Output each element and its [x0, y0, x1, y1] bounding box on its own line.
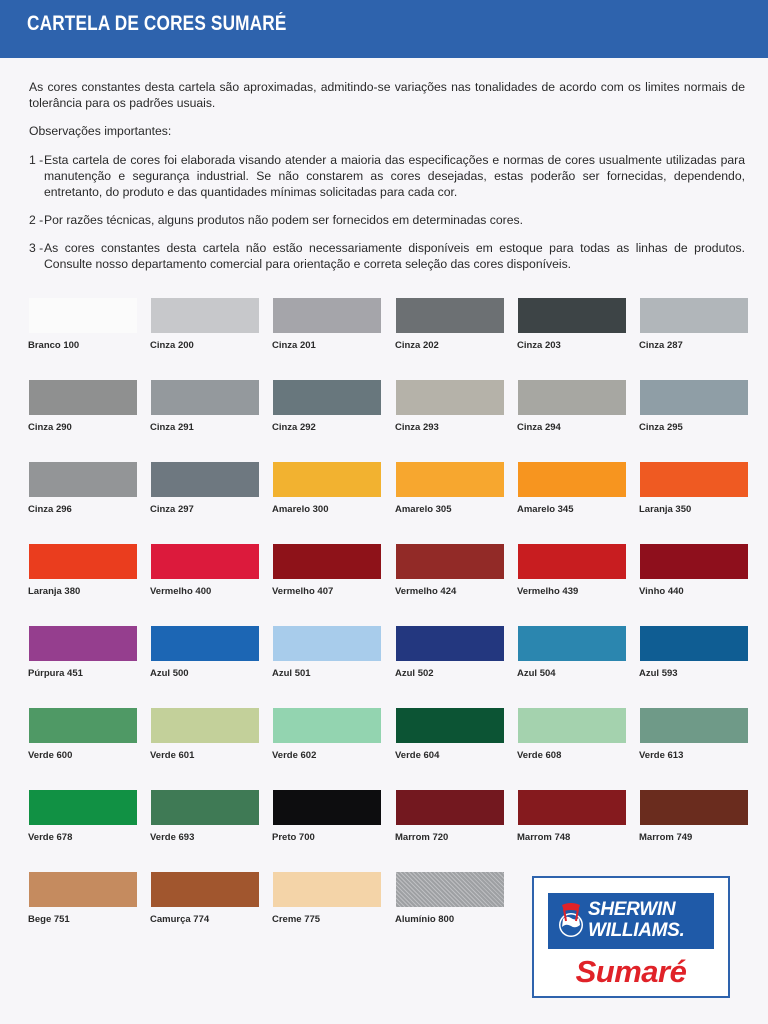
color-swatch-label: Cinza 296	[28, 504, 72, 515]
color-swatch	[640, 298, 748, 333]
color-swatch	[29, 298, 137, 333]
color-swatch-label: Bege 751	[28, 914, 70, 925]
color-swatch-label: Marrom 748	[517, 832, 571, 843]
color-swatch-label: Cinza 200	[150, 340, 194, 351]
color-swatch	[29, 790, 137, 825]
color-swatch-label: Vermelho 424	[395, 586, 457, 597]
color-swatch-label: Alumínio 800	[395, 914, 455, 925]
color-swatch	[640, 544, 748, 579]
note-3	[29, 240, 745, 272]
color-swatch-label: Cinza 202	[395, 340, 439, 351]
color-swatch	[151, 544, 259, 579]
color-swatch-label: Branco 100	[28, 340, 80, 351]
color-swatch	[396, 626, 504, 661]
color-swatch	[151, 462, 259, 497]
color-swatch	[273, 708, 381, 743]
color-swatch-label: Laranja 350	[639, 504, 692, 515]
color-swatch	[518, 626, 626, 661]
color-swatch-label: Verde 604	[395, 750, 440, 761]
color-swatch	[640, 790, 748, 825]
color-swatch	[518, 708, 626, 743]
color-swatch-label: Vermelho 400	[150, 586, 212, 597]
globe-paint-icon	[558, 901, 584, 941]
logo-sumare-wordmark: Sumaré	[575, 954, 687, 989]
intro-paragraph: As cores constantes desta cartela são aproximadas, admitindo-se variações nas tonalidades de acordo com os limites normais de tolerância para os padrões usuais.	[29, 80, 745, 110]
color-swatch-label: Azul 593	[639, 668, 678, 679]
note-text: As cores constantes desta cartela não estão necessariamente disponíveis em estoque para todas as linhas de produtos. Consulte nosso departamento comercial para orientação e correta seleção das cores disponíveis.	[44, 241, 745, 271]
color-swatch-label: Verde 602	[272, 750, 317, 761]
note-number: 2 -	[29, 213, 44, 227]
color-swatch	[273, 462, 381, 497]
color-swatch	[518, 790, 626, 825]
color-swatch	[151, 298, 259, 333]
color-swatch-label: Creme 775	[272, 914, 321, 925]
page-header	[0, 0, 768, 58]
color-swatch-label: Preto 700	[272, 832, 315, 843]
color-swatch	[151, 708, 259, 743]
color-swatch-label: Azul 502	[395, 668, 434, 679]
observations-title: Observações importantes:	[29, 124, 172, 138]
color-swatch	[640, 462, 748, 497]
color-swatch-label: Cinza 287	[639, 340, 683, 351]
color-swatch	[29, 626, 137, 661]
color-swatch	[29, 544, 137, 579]
color-swatch-label: Amarelo 345	[517, 504, 574, 515]
note-number: 3 -	[29, 241, 44, 255]
note-1	[29, 152, 745, 200]
color-swatch	[273, 544, 381, 579]
color-swatch-label: Cinza 293	[395, 422, 439, 433]
color-swatch	[518, 544, 626, 579]
color-swatch	[273, 626, 381, 661]
color-swatch	[396, 708, 504, 743]
color-swatch	[396, 790, 504, 825]
color-swatch-label: Verde 613	[639, 750, 684, 761]
color-swatch	[29, 380, 137, 415]
color-swatch-label: Verde 678	[28, 832, 73, 843]
color-swatch	[151, 872, 259, 907]
color-swatch	[518, 298, 626, 333]
color-swatch	[29, 708, 137, 743]
color-swatch	[151, 626, 259, 661]
color-swatch	[518, 380, 626, 415]
color-swatch	[396, 462, 504, 497]
note-2	[29, 212, 745, 228]
color-swatch-label: Vinho 440	[639, 586, 684, 597]
color-swatch	[29, 872, 137, 907]
color-swatch-label: Cinza 294	[517, 422, 561, 433]
note-text: Esta cartela de cores foi elaborada visando atender a maioria das especificações e normas de cores usualmente utilizadas para manutenção e segurança industrial. Se não constarem as cores desejadas, estas poderão ser fornecidas, dependendo, entretanto, do produto e das quantidades mínimas solicitadas para cada cor.	[44, 153, 745, 199]
color-swatch-label: Amarelo 300	[272, 504, 329, 515]
color-swatch	[640, 626, 748, 661]
color-swatch	[640, 708, 748, 743]
note-text: Por razões técnicas, alguns produtos não podem ser fornecidos em determinadas cores.	[44, 213, 523, 227]
color-swatch	[396, 380, 504, 415]
color-swatch-label: Cinza 292	[272, 422, 316, 433]
color-swatch	[151, 380, 259, 415]
color-swatch	[151, 790, 259, 825]
logo-line-1: SHERWIN	[588, 899, 676, 920]
color-swatch-label: Vermelho 439	[517, 586, 579, 597]
color-swatch	[396, 872, 504, 907]
color-swatch-label: Azul 500	[150, 668, 189, 679]
color-swatch	[29, 462, 137, 497]
color-swatch-label: Verde 600	[28, 750, 73, 761]
color-swatch-label: Verde 601	[150, 750, 195, 761]
color-swatch-label: Marrom 749	[639, 832, 693, 843]
color-swatch-label: Cinza 203	[517, 340, 561, 351]
color-swatch-label: Cinza 201	[272, 340, 316, 351]
color-swatch	[396, 544, 504, 579]
color-swatch-label: Púrpura 451	[28, 668, 83, 679]
color-swatch	[273, 380, 381, 415]
page-title: CARTELA DE CORES SUMARÉ	[27, 12, 287, 35]
color-swatch-label: Verde 693	[150, 832, 195, 843]
color-swatch-label: Cinza 290	[28, 422, 72, 433]
logo-wordmark	[588, 899, 685, 941]
logo-line-2: WILLIAMS.	[588, 920, 685, 941]
color-swatch	[273, 872, 381, 907]
sherwin-williams-sumare-logo	[532, 876, 730, 998]
note-number: 1 -	[29, 153, 44, 167]
color-swatch-label: Cinza 295	[639, 422, 683, 433]
color-swatch-label: Laranja 380	[28, 586, 81, 597]
color-swatch-label: Amarelo 305	[395, 504, 452, 515]
color-swatch-label: Cinza 291	[150, 422, 194, 433]
logo-blue-panel	[548, 893, 714, 949]
color-swatch-label: Azul 504	[517, 668, 556, 679]
color-swatch	[396, 298, 504, 333]
color-swatch-label: Verde 608	[517, 750, 562, 761]
color-swatch-label: Marrom 720	[395, 832, 449, 843]
color-swatch-label: Camurça 774	[150, 914, 210, 925]
color-swatch-label: Vermelho 407	[272, 586, 334, 597]
color-swatch	[640, 380, 748, 415]
intro-section	[29, 79, 745, 272]
color-swatch	[518, 462, 626, 497]
color-swatch-label: Azul 501	[272, 668, 311, 679]
color-swatch	[273, 298, 381, 333]
color-swatch-label: Cinza 297	[150, 504, 194, 515]
color-swatch	[273, 790, 381, 825]
